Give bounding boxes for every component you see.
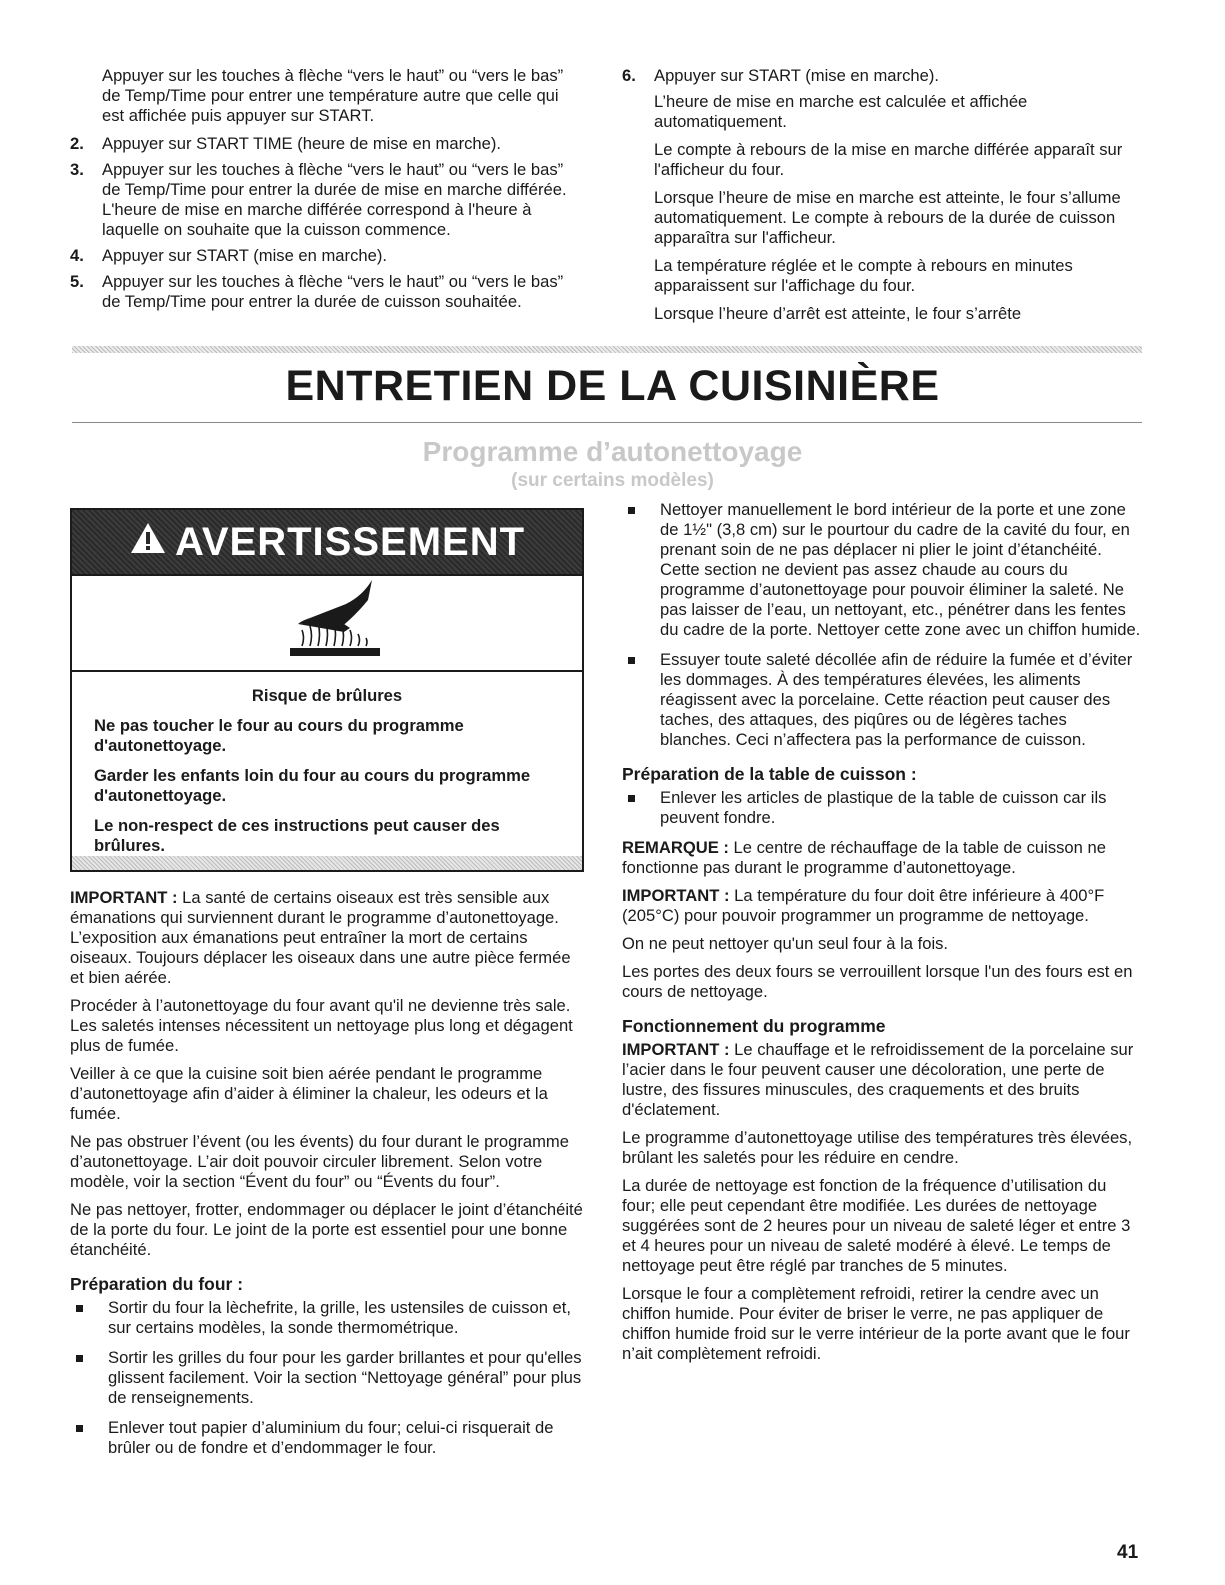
page-title: ENTRETIEN DE LA CUISINIÈRE xyxy=(285,362,940,410)
paragraph: Lorsque l’heure de mise en marche est atteinte, le four s’allume automatiquement. Le compte à rebours de la durée de cuisson apparaîtra sur l'afficheur. xyxy=(654,188,1121,247)
bullet-item: Essuyer toute saleté décollée afin de réduire la fumée et d’éviter les dommages. À des températures élevées, les aliments réagissent avec la porcelaine. Cette réaction peut causer des taches, des attaques, des piqûres ou de légères taches blanches. Ceci n’affectera pas la performance de cuisson. xyxy=(622,650,1142,750)
warning-line: Garder les enfants loin du four au cours du programme d'autonettoyage. xyxy=(94,766,531,805)
paragraph: Ne pas obstruer l’évent (ou les évents) du four durant le programme d’autonettoyage. L’air doit pouvoir circuler librement. Selon votre modèle, voir la section “Évent du four” ou “Évents du four”. xyxy=(70,1132,569,1191)
section-heading: Préparation du four : xyxy=(70,1274,244,1294)
important-note: IMPORTANT : Le chauffage et le refroidissement de la porcelaine sur l’acier dans le four peuvent causer une décoloration, une perte de lustre, des fissures minuscules, des craquements et des bruits d'éclatement. xyxy=(622,1040,1134,1119)
section-subtitle: (sur certains modèles) xyxy=(511,470,714,491)
paragraph: La température réglée et le compte à rebours en minutes apparaissent sur l'affichage du four. xyxy=(654,256,1073,295)
warning-line: Le non-respect de ces instructions peut causer des brûlures. xyxy=(94,816,500,855)
paragraph: On ne peut nettoyer qu'un seul four à la fois. xyxy=(622,934,949,953)
bullet-icon xyxy=(76,1355,83,1362)
page-number: 41 xyxy=(1117,1542,1139,1563)
lower-right-column xyxy=(622,500,1142,1372)
paragraph: Le programme d’autonettoyage utilise des températures très élevées, brûlant les saletés pour les réduire en cendre. xyxy=(622,1128,1133,1167)
section-title: Programme d’autonettoyage xyxy=(422,436,803,467)
paragraph: Procéder à l’autonettoyage du four avant qu'il ne devienne très sale. Les saletés intenses nécessitent un nettoyage plus long et dégagent plus de fumée. xyxy=(70,996,573,1055)
bullet-icon xyxy=(628,657,635,664)
top-left-column xyxy=(70,66,585,318)
important-note: IMPORTANT : La santé de certains oiseaux est très sensible aux émanations qui surviennent durant le programme d’autonettoyage. L’exposition aux émanations peut entraîner la mort de certains oiseaux. Toujours déplacer les oiseaux dans une autre pièce fermée et bien aérée. xyxy=(70,888,571,987)
remark-note: REMARQUE : Le centre de réchauffage de la table de cuisson ne fonctionne pas durant le programme d’autonettoyage. xyxy=(622,838,1106,877)
warning-body xyxy=(94,686,560,866)
warning-risk: Risque de brûlures xyxy=(251,686,403,705)
paragraph: Veiller à ce que la cuisine soit bien aérée pendant le programme d’autonettoyage afin d’aider à éliminer la chaleur, les odeurs et la fumée. xyxy=(70,1064,548,1123)
paragraph: Le compte à rebours de la mise en marche différée apparaît sur l'afficheur du four. xyxy=(654,140,1123,179)
step-item: 6. Appuyer sur START (mise en marche). xyxy=(622,66,939,85)
warning-triangle-icon xyxy=(129,520,167,565)
section-separator xyxy=(72,346,1142,353)
bullet-item: Enlever tout papier d’aluminium du four; celui-ci risquerait de brûler ou de fondre et d’endommager le four. xyxy=(70,1418,588,1458)
bullet-item: Nettoyer manuellement le bord intérieur de la porte et une zone de 1½" (3,8 cm) sur le pourtour du cadre de la cavité du four, en prenant soin de ne pas déplacer ni plier le joint d’étanchéité. Cette section ne devient pas assez chaude au cours du programme d’autonettoyage pour pouvoir éliminer la saleté. Ne pas laisser de l’eau, un nettoyant, etc., pénétrer dans les fentes du cadre de la porte. Nettoyer cette zone avec un chiffon humide. xyxy=(622,500,1142,640)
important-note: IMPORTANT : La température du four doit être inférieure à 400°F (205°C) pour pouvoir programmer un programme de nettoyage. xyxy=(622,886,1105,925)
step-1-continuation: Appuyer sur les touches à flèche “vers le haut” ou “vers le bas” de Temp/Time pour entrer une température autre que celle qui est affichée puis appuyer sur START. xyxy=(102,66,564,125)
step-item: 4. Appuyer sur START (mise en marche). xyxy=(70,246,387,265)
bullet-item: Sortir les grilles du four pour les garder brillantes et pour qu'elles glissent facilement. Voir la section “Nettoyage général” pour plus de renseignements. xyxy=(70,1348,588,1408)
title-rule xyxy=(72,422,1142,423)
paragraph: Les portes des deux fours se verrouillent lorsque l'un des fours est en cours de nettoyage. xyxy=(622,962,1133,1001)
warning-header: AVERTISSEMENT xyxy=(72,510,582,576)
paragraph: La durée de nettoyage est fonction de la fréquence d’utilisation du four; elle peut cependant être modifiée. Les durées de nettoyage suggérées sont de 2 heures pour un niveau de saleté léger et entre 3 et 4 heures pour un niveau de saleté modéré à élevé. Le temps de nettoyage peut être réglé par tranches de 5 minutes. xyxy=(622,1176,1131,1275)
bullet-icon xyxy=(628,507,635,514)
bullet-icon xyxy=(76,1305,83,1312)
bullet-item: Enlever les articles de plastique de la table de cuisson car ils peuvent fondre. xyxy=(622,788,1142,828)
bullet-icon xyxy=(76,1425,83,1432)
paragraph: Lorsque le four a complètement refroidi, retirer la cendre avec un chiffon humide. Pour éviter de briser le verre, ne pas appliquer de chiffon humide froid sur le verre intérieur de la porte avant que le four n’ait complètement refroidi. xyxy=(622,1284,1130,1363)
section-heading: Fonctionnement du programme xyxy=(622,1016,886,1036)
lower-left-column xyxy=(70,888,588,1468)
step-item: 5. Appuyer sur les touches à flèche “vers le haut” ou “vers le bas” de Temp/Time pour entrer la durée de cuisson souhaitée. xyxy=(70,272,564,311)
step-item: 3. Appuyer sur les touches à flèche “vers le haut” ou “vers le bas” de Temp/Time pour entrer la durée de mise en marche différée. L'heure de mise en marche différée correspond à l'heure à laquelle on souhaite que la cuisson commence. xyxy=(70,160,567,239)
bullet-item: Sortir du four la lèchefrite, la grille, les ustensiles de cuisson et, sur certains modèles, la sonde thermométrique. xyxy=(70,1298,588,1338)
top-right-column xyxy=(622,66,1142,332)
step-item: 2. Appuyer sur START TIME (heure de mise en marche). xyxy=(70,134,502,153)
hot-surface-hand-icon xyxy=(280,576,390,664)
warning-box xyxy=(70,508,584,872)
section-heading: Préparation de la table de cuisson : xyxy=(622,764,917,784)
paragraph: L’heure de mise en marche est calculée et affichée automatiquement. xyxy=(654,92,1028,131)
paragraph: Lorsque l’heure d’arrêt est atteinte, le four s’arrête xyxy=(654,304,1022,323)
bullet-icon xyxy=(628,795,635,802)
paragraph: Ne pas nettoyer, frotter, endommager ou déplacer le joint d’étanchéité de la porte du four. Le joint de la porte est essentiel pour une bonne étanchéité. xyxy=(70,1200,583,1259)
warning-line: Ne pas toucher le four au cours du programme d'autonettoyage. xyxy=(94,716,464,755)
